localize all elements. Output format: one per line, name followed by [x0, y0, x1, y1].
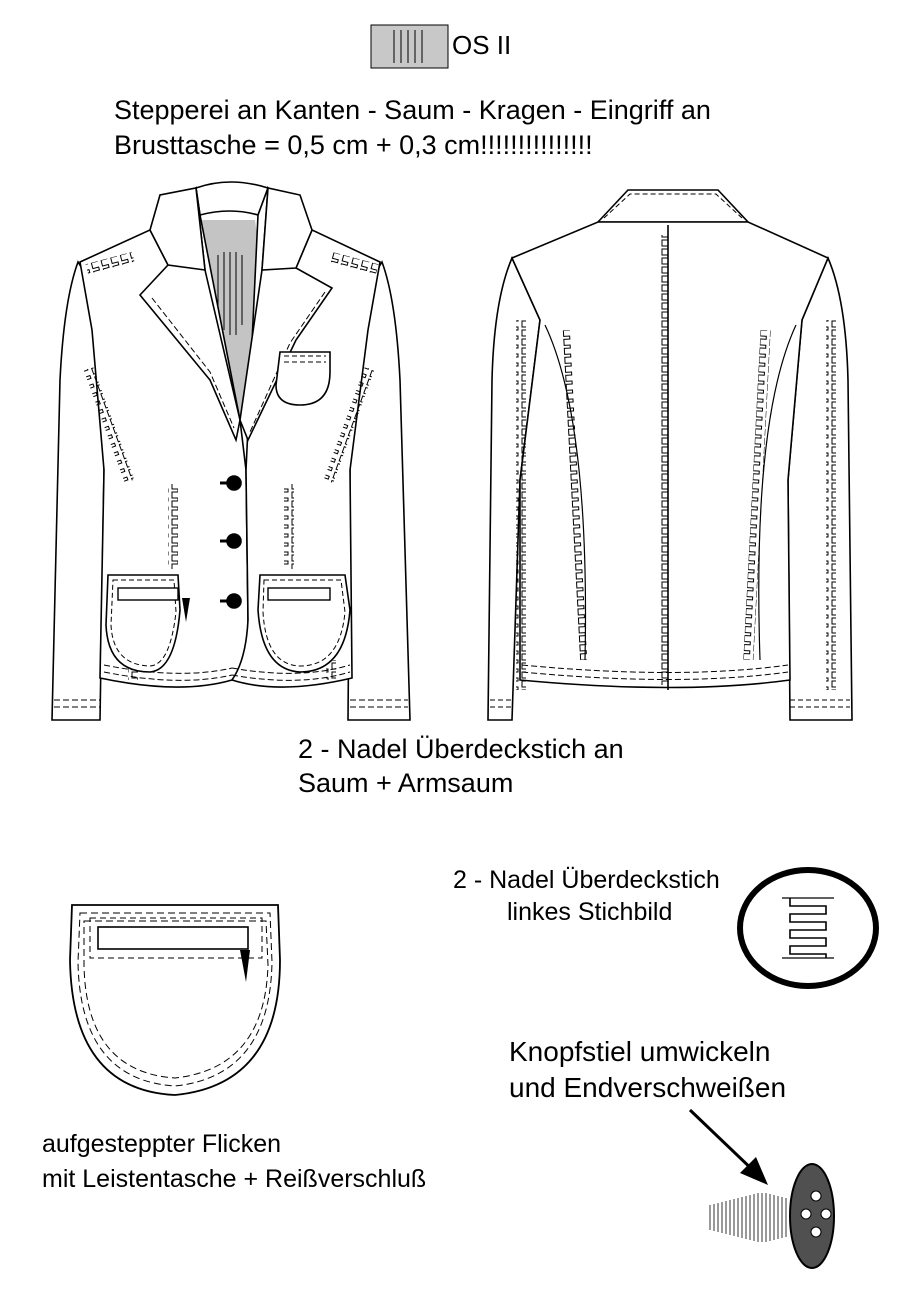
hem-note-line2: Saum + Armsaum: [298, 768, 514, 798]
jacket-back: [488, 190, 852, 720]
patch-note-line1: aufgesteppter Flicken: [42, 1130, 282, 1158]
stitch-pattern-oval: [740, 870, 876, 986]
header-label: OS II: [452, 30, 512, 60]
arrow-icon: [690, 1110, 768, 1185]
button-note-line1: Knopfstiel umwickeln: [509, 1036, 771, 1067]
stitching-note-line2: Brusttasche = 0,5 cm + 0,3 cm!!!!!!!!!!!!!!!: [114, 130, 593, 160]
jacket-front: [52, 182, 410, 720]
button-note-line2: und Endverschweißen: [509, 1072, 787, 1103]
stitch-note-line1: 2 - Nadel Überdeckstich: [453, 866, 720, 894]
patch-pocket-detail: [70, 905, 280, 1095]
patch-note-line2: mit Leistentasche + Reißverschluß: [42, 1165, 427, 1193]
stitch-note-line2: linkes Stichbild: [507, 898, 673, 926]
fabric-swatch: [371, 25, 448, 68]
hem-note-line1: 2 - Nadel Überdeckstich an: [298, 734, 624, 764]
button-shank-detail: [710, 1164, 834, 1268]
stitching-note-line1: Stepperei an Kanten - Saum - Kragen - Eingriff an: [114, 95, 711, 125]
